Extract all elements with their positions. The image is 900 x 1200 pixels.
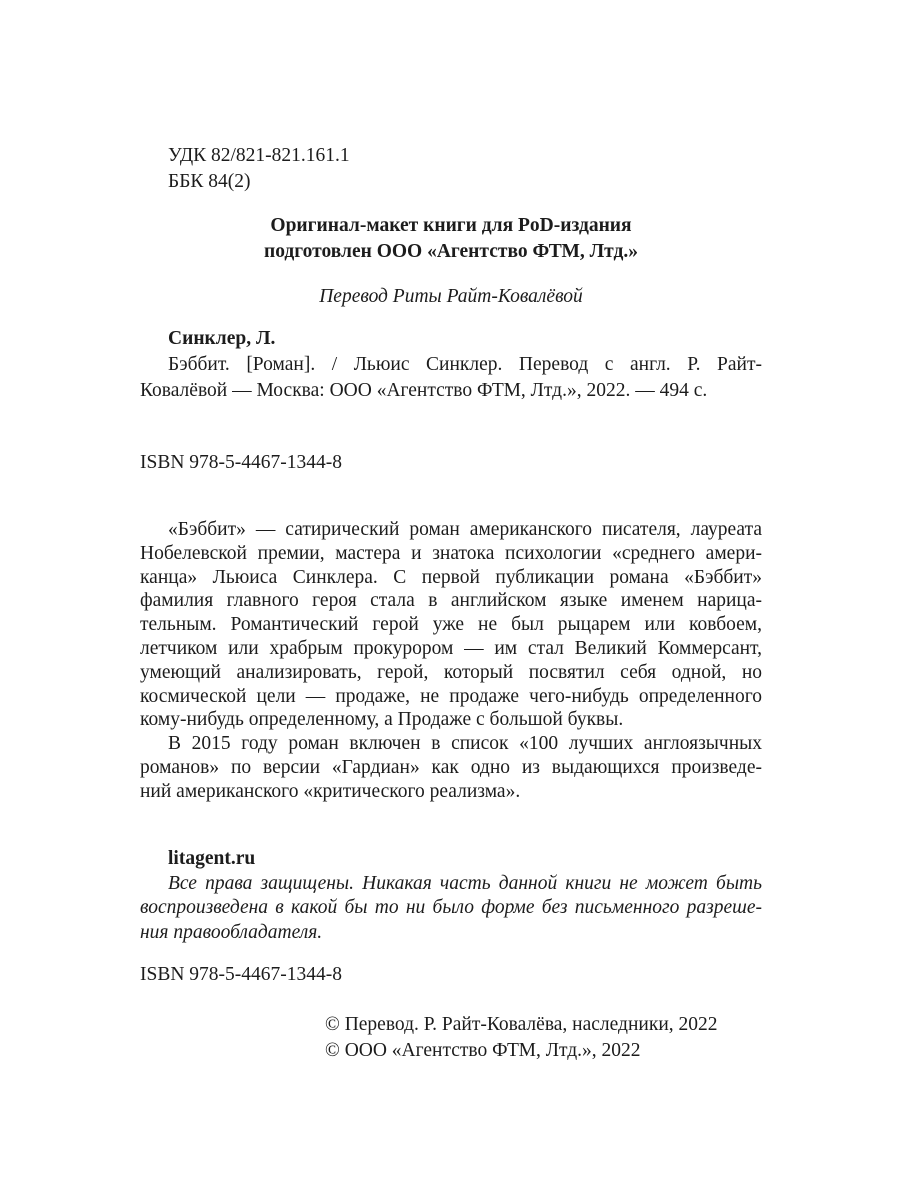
rights-section — [140, 847, 762, 945]
classification-codes — [168, 143, 350, 195]
isbn-bottom: ISBN 978-5-4467-1344-8 — [140, 964, 343, 985]
translator-credit: Перевод Риты Райт-Ковалёвой — [319, 286, 583, 307]
bibliographic-entry: Бэббит. [Роман]. / Льюис Синклер. Перевод с англ. Р. Райт- Ковалёвой — Москва: ООО «Агентство ФТМ, Лтд.», 2022. — 494 с. — [140, 354, 762, 401]
litagent-url: litagent.ru — [168, 848, 256, 869]
annotation — [140, 518, 762, 804]
bbk-code: ББК 84(2) — [168, 171, 251, 192]
imprint-statement: Оригинал-макет книги для PoD-издания подготовлен ООО «Агентство ФТМ, Лтд.» — [264, 215, 638, 262]
copyright-block — [325, 1012, 718, 1063]
copyright-publisher: © ООО «Агентство ФТМ, Лтд.», 2022 — [325, 1039, 641, 1061]
isbn-top: ISBN 978-5-4467-1344-8 — [140, 452, 343, 473]
catalog-card — [140, 326, 762, 404]
copyright-translation: © Перевод. Р. Райт-Ковалёва, наследники, 2022 — [325, 1014, 718, 1035]
annotation-paragraph-1: «Бэббит» — сатирический роман американского писателя, лауреата Нобелевской премии, мастера и знатока психологии «среднего амери- канца» Льюиса Синклера. С первой публикации романа «Бэббит» фамилия главного героя стала в английском языке именем нарица- тельным. Романтический герой уже не был рыцарем или ковбоем, летчиком или храбрым прокурором — им стал Великий Коммерсант, умеющий анализировать, герой, который посвятил себя одной, но космической цели — продаже, не продаже чего-нибудь определенного кому-нибудь определенному, а Продаже с большой буквы. — [140, 519, 762, 731]
author-heading: Синклер, Л. — [168, 328, 276, 349]
udc-code: УДК 82/821-821.161.1 — [168, 145, 350, 166]
annotation-paragraph-2: В 2015 году роман включен в список «100 лучших англоязычных романов» по версии «Гардиан» как одно из выдающихся произведе- ний американского «критического реализма». — [140, 733, 762, 802]
rights-notice: Все права защищены. Никакая часть данной книги не может быть воспроизведена в какой бы то ни было форме без письменного разреше- ния правообладателя. — [140, 872, 762, 943]
